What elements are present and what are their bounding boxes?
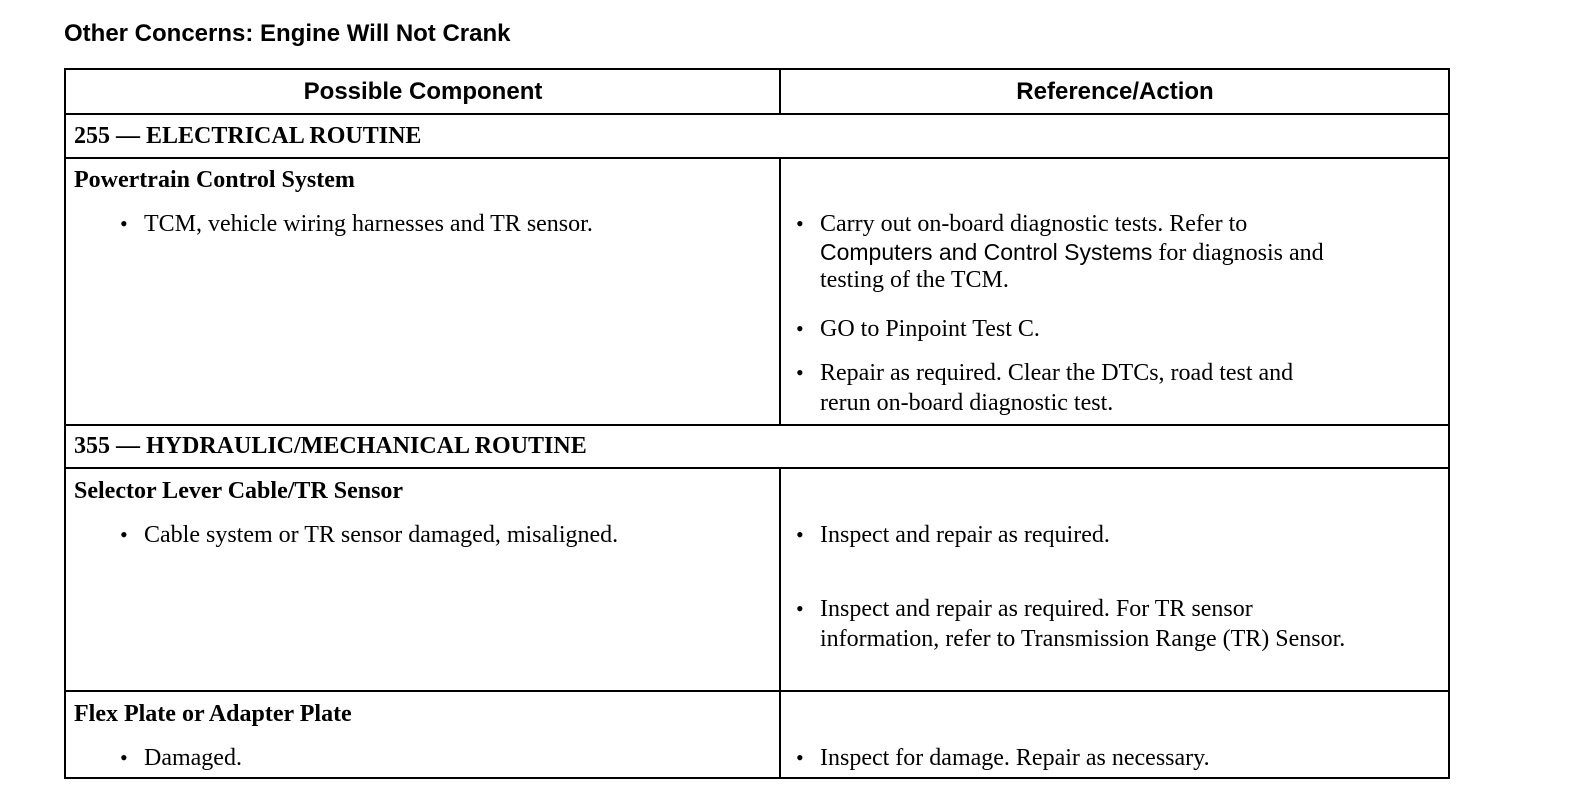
action-text: Carry out on-board diagnostic tests. Refer to (820, 211, 1248, 237)
section-heading-electrical: 255 — ELECTRICAL ROUTINE (74, 123, 422, 149)
column-header-component: Possible Component (303, 78, 543, 105)
action-text: testing of the TCM. (820, 267, 1009, 293)
group-title-powertrain: Powertrain Control System (74, 167, 355, 193)
group-divider (66, 690, 1448, 692)
action-text: Inspect for damage. Repair as necessary. (820, 745, 1210, 771)
action-text: Repair as required. Clear the DTCs, road test and (820, 360, 1294, 386)
action-text: information, refer to Transmission Range (TR) Sensor. (820, 626, 1346, 652)
bullet: • (796, 522, 804, 547)
bullet: • (120, 211, 128, 236)
column-divider (779, 70, 781, 114)
section-divider (66, 467, 1448, 469)
header-divider (66, 113, 1448, 115)
component-text: Cable system or TR sensor damaged, misaligned. (144, 522, 619, 548)
bullet: • (796, 360, 804, 385)
column-divider (779, 158, 781, 425)
section-heading-hydraulic: 355 — HYDRAULIC/MECHANICAL ROUTINE (74, 433, 587, 459)
reference-link[interactable]: Computers and Control Systems (820, 239, 1153, 265)
group-title-selector-lever: Selector Lever Cable/TR Sensor (74, 478, 404, 504)
group-title-flex-plate: Flex Plate or Adapter Plate (74, 701, 352, 727)
component-text: Damaged. (144, 745, 242, 771)
page-title: Other Concerns: Engine Will Not Crank (64, 20, 511, 47)
action-text: Inspect and repair as required. For TR sensor (820, 596, 1253, 622)
bullet: • (796, 211, 804, 236)
section-divider (66, 424, 1448, 426)
section-divider (66, 157, 1448, 159)
bullet: • (796, 596, 804, 621)
action-text: rerun on-board diagnostic test. (820, 390, 1114, 416)
bullet: • (796, 745, 804, 770)
action-text: Inspect and repair as required. (820, 522, 1110, 548)
component-text: TCM, vehicle wiring harnesses and TR sensor. (144, 211, 593, 237)
column-divider (779, 468, 781, 779)
action-text: GO to Pinpoint Test C. (820, 316, 1040, 342)
action-text (820, 238, 1324, 267)
column-header-action: Reference/Action (1016, 78, 1214, 105)
action-text-rest: for diagnosis and (1158, 240, 1324, 266)
bullet: • (120, 745, 128, 770)
diagnostic-table (64, 68, 1450, 779)
bullet: • (120, 522, 128, 547)
bullet: • (796, 316, 804, 341)
